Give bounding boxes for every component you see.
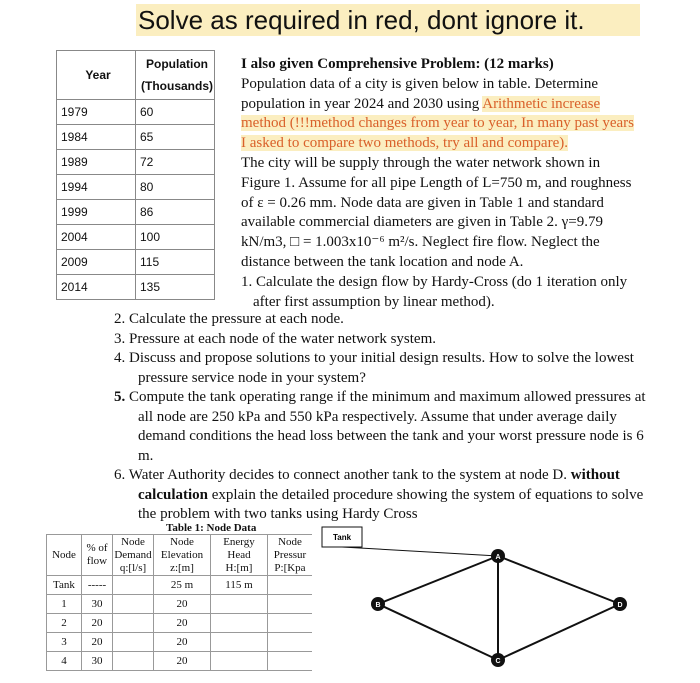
flow-cell: 20 [82,633,113,652]
node-table-caption: Table 1: Node Data [166,522,257,534]
year-cell: 1989 [57,150,136,175]
question-number: 3. [114,330,126,347]
question-text: Water Authority decides to connect another tank to the system at node D. [128,467,571,483]
pop-cell: 86 [136,200,215,225]
year-cell: 2014 [57,275,136,300]
press-header-l1: Node [278,535,302,548]
highlighted-instruction: Arithmetic increase method (!!!method changes from year to year, In many past years I asked to compare two methods, try all and compare). [241,95,635,152]
elevation-cell: 25 m [154,576,211,595]
pop-cell: 80 [136,175,215,200]
pop-cell: 115 [136,250,215,275]
head-header-l3: H:[m] [225,561,253,574]
press-header-l3: P:[Kpa [274,561,306,574]
head-cell: 115 m [211,576,268,595]
year-cell: 1984 [57,125,136,150]
elevation-cell: 20 [154,652,211,671]
pipe-dc [498,602,623,660]
node-c-label: C [495,658,501,665]
elevation-cell: 20 [154,595,211,614]
demand-header-l3: q:[l/s] [119,561,147,574]
year-cell: 1994 [57,175,136,200]
demand-header-l2: Demand [114,548,152,561]
node-cell: Tank [47,576,82,595]
node-d-label: D [617,602,623,609]
pop-cell: 72 [136,150,215,175]
question-bold-text: without calculation [138,467,620,503]
year-cell: 2004 [57,225,136,250]
flow-cell: 30 [82,595,113,614]
elev-header-l1: Node [170,535,194,548]
pipe-ad [498,556,620,604]
flow-header-l2: flow [86,555,108,567]
node-cell: 1 [47,595,82,614]
flow-cell: ----- [82,576,113,595]
node-cell: 2 [47,614,82,633]
question-number: 6. [114,467,126,483]
population-paragraph-text: Population data of a city is given below in table. Determine population in year 2024 and 2030 using [241,75,598,112]
question-text: Calculate the pressure at each node. [129,311,344,327]
head-header-l2: Head [227,548,251,561]
question-text: Discuss and propose solutions to your initial design results. How to solve the lowest pressure service node in your system? [129,350,634,386]
elevation-cell: 20 [154,633,211,652]
node-b-label: B [375,602,381,609]
problem-heading: I also given Comprehensive Problem: (12 marks) [241,56,554,72]
node-cell: 4 [47,652,82,671]
pop-cell: 65 [136,125,215,150]
tank-pipe [342,547,498,556]
year-cell: 1979 [57,100,136,125]
pipe-ab [378,554,501,604]
elev-header-l2: Elevation [160,548,204,561]
pipe-bc [378,604,498,660]
elevation-cell: 20 [154,614,211,633]
node-header: Node [47,535,82,576]
question-text-end: explain the detailed procedure showing the system of equations to solve the problem with two tanks using Hardy Cross [138,486,644,522]
elev-header-l3: z:[m] [170,561,194,574]
year-cell: 1999 [57,200,136,225]
node-a-label: A [495,554,501,561]
pop-cell: 135 [136,275,215,300]
title-text: Solve as required in red, dont ignore it. [138,5,585,35]
question-number: 4. [114,350,126,366]
pop-cell: 60 [136,100,215,125]
year-cell: 2009 [57,250,136,275]
question-number: 2. [114,311,126,327]
head-header-l1: Energy [223,535,255,548]
demand-header-l1: Node [121,535,145,548]
press-header-l2: Pressur [273,548,307,561]
node-cell: 3 [47,633,82,652]
flow-header-l1: % of [86,542,108,554]
flow-cell: 20 [82,614,113,633]
question-text: Compute the tank operating range if the minimum and maximum allowed pressures at all node are 250 kPa and 550 kPa respectively. Assume that under average daily demand conditions the head loss between the tank and your worst pressure node is 6 m. [129,389,646,464]
question-1: 1. Calculate the design flow by Hardy-Cross (do 1 iteration only after first assumption by linear method). [241,273,628,310]
question-text: Pressure at each node of the water network system. [129,330,436,347]
population-header-line2: (Thousands) [141,79,213,93]
year-header: Year [57,51,136,100]
pop-cell: 100 [136,225,215,250]
network-paragraph: The city will be supply through the water network shown in Figure 1. Assume for all pipe Length of L=750 m, and roughness of ε = 0.26 mm. Node data are given in Table 1 and standard available commercial diameters are given in Table 2. γ=9.79 kN/m3, □ = 1.003x10⁻⁶ m²/s. Neglect fire flow. Neglect the distance between the tank location and node A. [241,154,632,270]
flow-cell: 30 [82,652,113,671]
population-header-line1: Population [146,57,208,71]
question-number: 5. [114,389,126,405]
tank-label: Tank [332,533,352,542]
